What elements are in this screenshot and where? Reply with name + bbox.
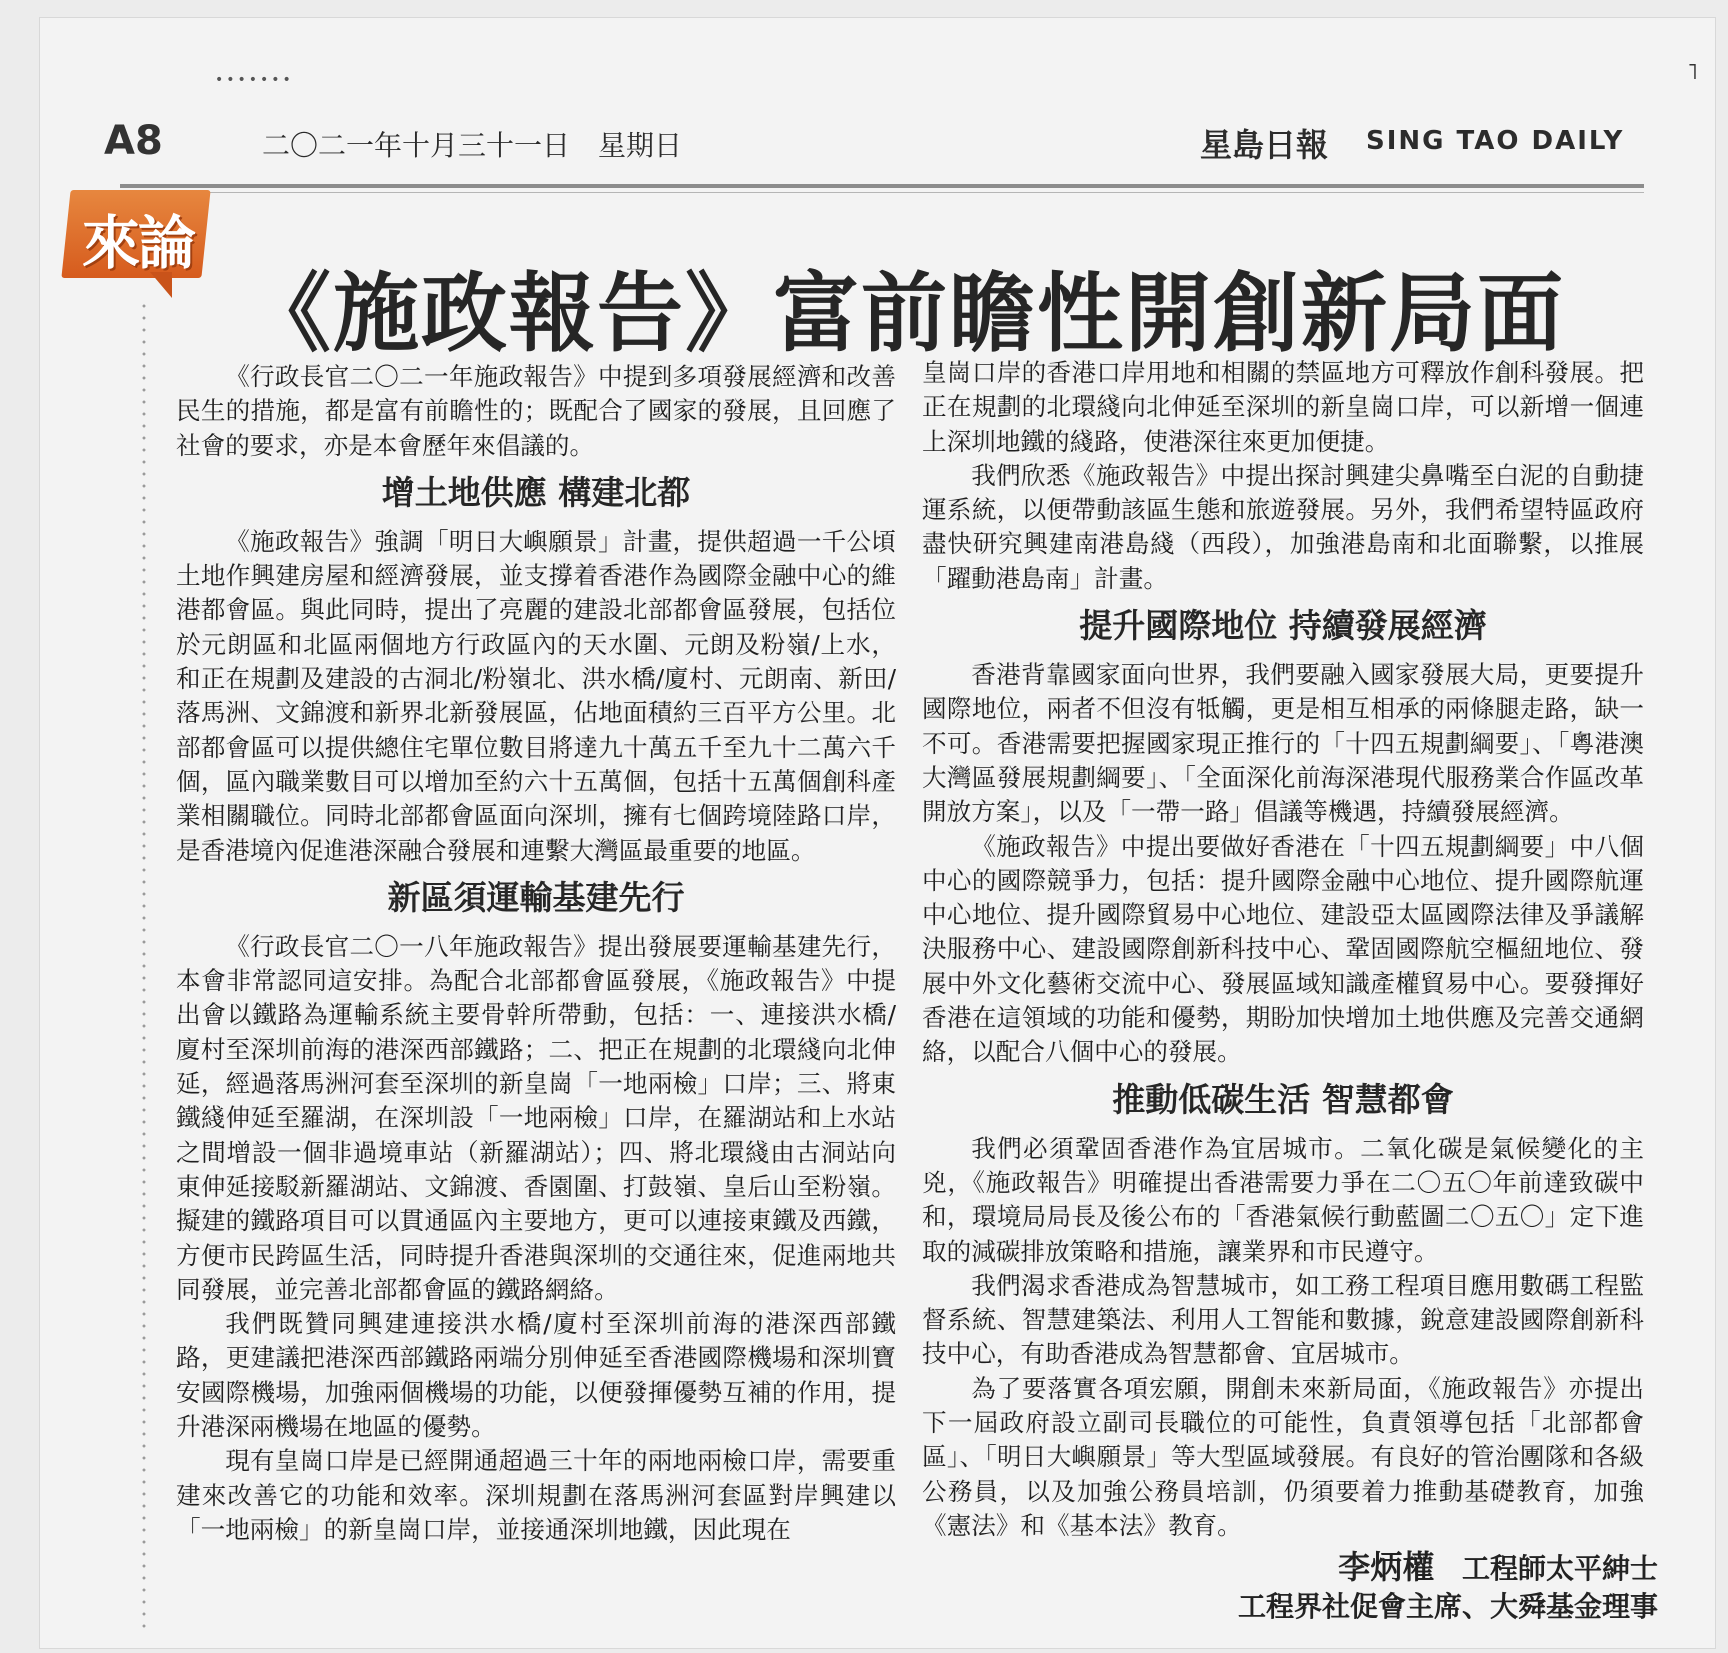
- author-affiliation: 工程界社促會主席、大舜基金理事: [1237, 1590, 1658, 1623]
- article-headline: 《施政報告》富前瞻性開創新局面: [245, 263, 1565, 364]
- subheading-international-status: 提升國際地位 持續發展經濟: [1079, 606, 1487, 646]
- paragraph: 為了要落實各項宏願，開創未來新局面，《施政報告》亦提出下一屆政府設立副司長職位的可能性，負責領導包括「北部都會區」、「明日大嶼願景」等大型區域發展。有良好的管治團隊和各級公務員，以及加強公務員培訓，仍須要着力推動基礎教育，加強《憲法》和《基本法》教育。: [922, 1373, 1644, 1540]
- section-badge-label: 來論: [81, 209, 194, 277]
- header-rule: [120, 184, 1644, 188]
- author-title: 工程師太平紳士: [1461, 1552, 1658, 1585]
- corner-mark: ˥: [1687, 60, 1698, 85]
- masthead-chinese: 星島日報: [1200, 126, 1329, 164]
- dotted-margin-line: [142, 300, 146, 1630]
- paragraph: 《行政長官二〇一八年施政報告》提出發展要運輸基建先行，本會非常認同這安排。為配合北部都會區發展，《施政報告》中提出會以鐵路為運輸系統主要骨幹所帶動，包括：一、連接洪水橋/廈村至深圳前海的港深西部鐵路；二、把正在規劃的北環綫向北伸延，經過落馬洲河套至深圳的新皇崗「一地兩檢」口岸；三、將東鐵綫伸延至羅湖，在深圳設「一地兩檢」口岸，在羅湖站和上水站之間增設一個非過境車站（新羅湖站）；四、將北環綫由古洞站向東伸延接駁新羅湖站、文錦渡、香園圍、打鼓嶺、皇后山至粉嶺。擬建的鐵路項目可以貫通區內主要地方，更可以連接東鐵及西鐵，方便市民跨區生活，同時提升香港與深圳的交通往來，促進兩地共同發展，並完善北部都會區的鐵路網絡。: [176, 931, 896, 1304]
- paragraph: 《施政報告》強調「明日大嶼願景」計畫，提供超過一千公頃土地作興建房屋和經濟發展，並支撐着香港作為國際金融中心的維港都會區。與此同時，提出了亮麗的建設北部都會區發展，包括位於元朗區和北區兩個地方行政區內的天水圍、元朗及粉嶺/上水，和正在規劃及建設的古洞北/粉嶺北、洪水橋/廈村、元朗南、新田/落馬洲、文錦渡和新界北新發展區，佔地面積約三百平方公里。北部都會區可以提供總住宅單位數目將達九十萬五千至九十二萬六千個，區內職業數目可以增加至約六十五萬個，包括十五萬個創科產業相關職位。同時北部都會區面向深圳，擁有七個跨境陸路口岸，是香港境內促進港深融合發展和連繫大灣區最重要的地區。: [176, 526, 896, 865]
- author-signature: [1238, 1548, 1658, 1626]
- color-registration-dots: •••••••: [215, 72, 294, 88]
- subheading-low-carbon: 推動低碳生活 智慧都會: [1112, 1079, 1454, 1119]
- paragraph: 我們欣悉《施政報告》中提出探討興建尖鼻嘴至白泥的自動捷運系統，以便帶動該區生態和旅遊發展。另外，我們希望特區政府盡快研究興建南港島綫（西段），加強港島南和北面聯繫，以推展「躍動港島南」計畫。: [922, 460, 1644, 593]
- paragraph: 我們渴求香港成為智慧城市，如工務工程項目應用數碼工程監督系統、智慧建築法、利用人工智能和數據，銳意建設國際創新科技中心，有助香港成為智慧都會、宜居城市。: [922, 1270, 1644, 1369]
- article-intro: 《行政長官二〇二一年施政報告》中提到多項發展經濟和改善民生的措施，都是富有前瞻性的；既配合了國家的發展，且回應了社會的要求，亦是本會歷年來倡議的。: [176, 362, 896, 460]
- paragraph-continued: 皇崗口岸的香港口岸用地和相關的禁區地方可釋放作創科發展。把正在規劃的北環綫向北伸延至深圳的新皇崗口岸，可以新增一個連上深圳地鐵的綫路，使港深往來更加便捷。: [922, 358, 1644, 456]
- masthead-english: SING TAO DAILY: [1366, 126, 1625, 156]
- article-column-right: [922, 356, 1644, 1543]
- article-column-left: [176, 360, 896, 1547]
- subheading-land-supply: 增土地供應 構建北都: [381, 472, 691, 512]
- page-number: A8: [104, 118, 163, 164]
- paragraph: 香港背靠國家面向世界，我們要融入國家發展大局，更要提升國際地位，兩者不但沒有牴觸，更是相互相承的兩條腿走路，缺一不可。香港需要把握國家現正推行的「十四五規劃綱要」、「粵港澳大灣區發展規劃綱要」、「全面深化前海深港現代服務業合作區改革開放方案」，以及「一帶一路」倡議等機遇，持續發展經濟。: [922, 660, 1644, 827]
- paragraph: 我們既贊同興建連接洪水橋/廈村至深圳前海的港深西部鐵路，更建議把港深西部鐵路兩端分別伸延至香港國際機場和深圳寶安國際機場，加強兩個機場的功能，以便發揮優勢互補的作用，提升港深兩機場在地區的優勢。: [176, 1309, 896, 1442]
- subheading-transport: 新區須運輸基建先行: [387, 877, 685, 917]
- paragraph: 《施政報告》中提出要做好香港在「十四五規劃綱要」中八個中心的國際競爭力，包括：提升國際金融中心地位、提升國際航運中心地位、提升國際貿易中心地位、建設亞太區國際法律及爭議解決服務中心、建設國際創新科技中心、鞏固國際航空樞紐地位、發展中外文化藝術交流中心、發展區域知識產權貿易中心。要發揮好香港在這領域的功能和優勢，期盼加快增加土地供應及完善交通網絡，以配合八個中心的發展。: [922, 831, 1644, 1067]
- paragraph: 我們必須鞏固香港作為宜居城市。二氧化碳是氣候變化的主兇，《施政報告》明確提出香港需要力爭在二〇五〇年前達致碳中和，環境局局長及後公布的「香港氣候行動藍圖二〇五〇」定下進取的減碳排放策略和措施，讓業界和市民遵守。: [922, 1133, 1644, 1266]
- header-rule-thin: [120, 192, 1644, 193]
- issue-date: 二〇二一年十月三十一日 星期日: [262, 129, 683, 162]
- author-name: 李炳權: [1338, 1548, 1435, 1586]
- paragraph: 現有皇崗口岸是已經開通超過三十年的兩地兩檢口岸，需要重建來改善它的功能和效率。深圳規劃在落馬洲河套區對岸興建以「一地兩檢」的新皇崗口岸，並接通深圳地鐵，因此現在: [176, 1446, 896, 1544]
